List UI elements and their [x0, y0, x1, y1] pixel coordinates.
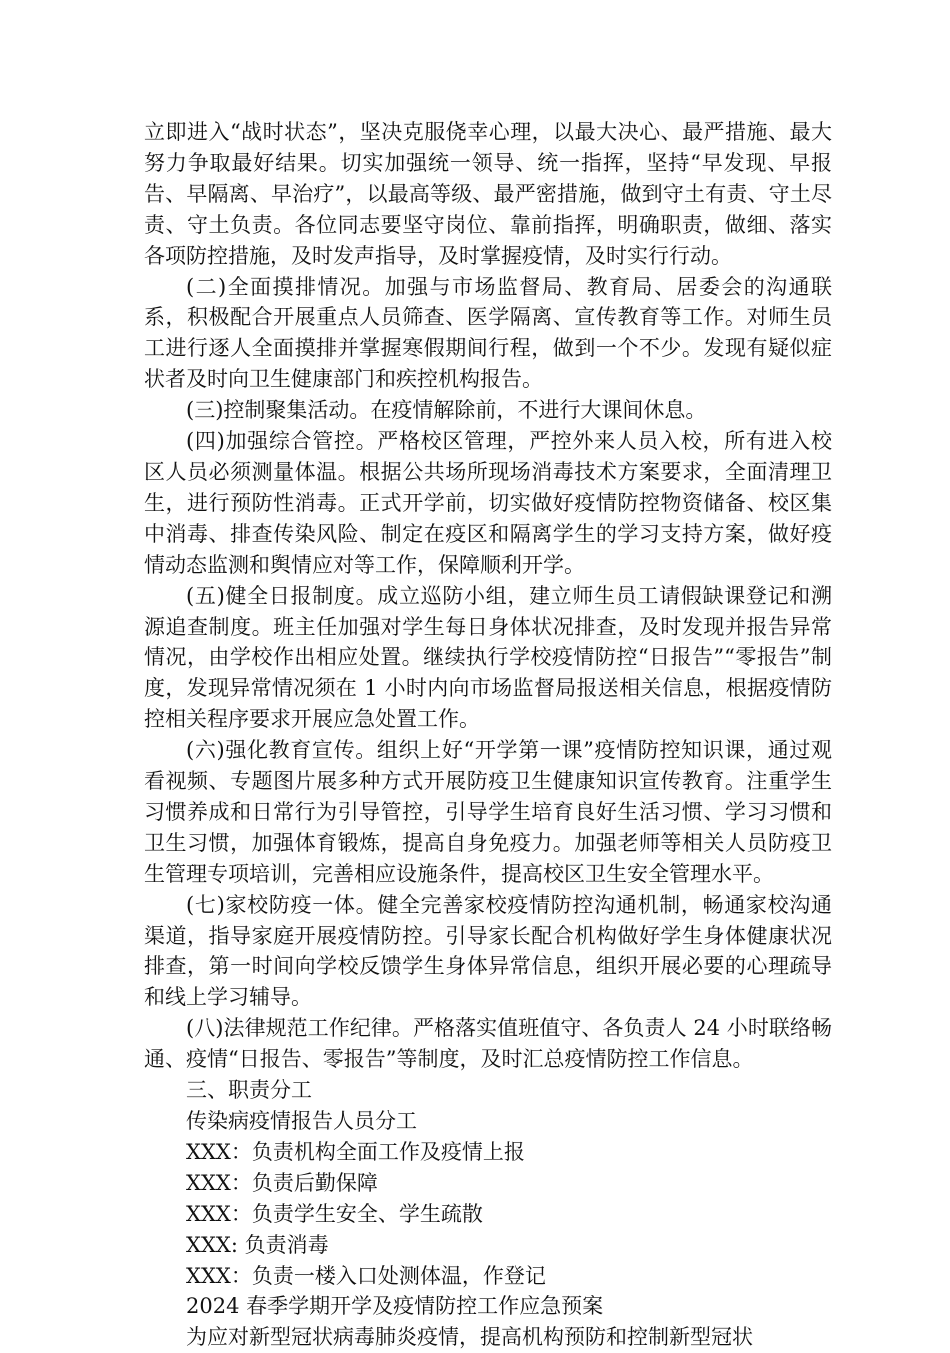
duty-item: XXX: 负责消毒 — [186, 1232, 329, 1257]
paragraph-item-3: (三)控制聚集活动。在疫情解除前，不进行大课间休息。 — [186, 398, 707, 423]
paragraph-item-2: (二)全面摸排情况。加强与市场监督局、教育局、居委会的沟通联系，积极配合开展重点人员筛查、医学隔离、宣传教育等工作。对师生员工进行逐人全面摸排并掌握寒假期间行程，做到一个不少。发现有疑似症状者及时向卫生健康部门和疾控机构报告。 — [144, 274, 832, 392]
section-heading: 三、职责分工 — [186, 1078, 312, 1103]
document-page — [144, 117, 832, 1353]
paragraph-continuation: 立即进入“战时状态”，坚决克服侥幸心理，以最大决心、最严措施、最大努力争取最好结果。切实加强统一领导、统一指挥，坚持“早发现、早报告、早隔离、早治疗”，以最高等级、最严密措施，做到守土有责、守土尽责、守土负责。各位同志要坚守岗位、靠前指挥，明确职责，做细、落实各项防控措施，及时发声指导，及时掌握疫情，及时实行行动。 — [144, 120, 832, 268]
paragraph-item-7: (七)家校防疫一体。健全完善家校疫情防控沟通机制，畅通家校沟通渠道，指导家庭开展疫情防控。引导家长配合机构做好学生身体健康状况排查，第一时间向学校反馈学生身体异常信息，组织开展必要的心理疏导和线上学习辅导。 — [144, 892, 832, 1010]
paragraph-item-8: (八)法律规范工作纪律。严格落实值班值守、各负责人 24 小时联络畅通、疫情“日报告、零报告”等制度，及时汇总疫情防控工作信息。 — [144, 1016, 832, 1072]
duty-item: XXX：负责后勤保障 — [186, 1170, 378, 1195]
duty-item: XXX：负责学生安全、学生疏散 — [186, 1201, 483, 1226]
paragraph-item-5: (五)健全日报制度。成立巡防小组，建立师生员工请假缺课登记和溯源追查制度。班主任加强对学生每日身体状况排查，及时发现并报告异常情况，由学校作出相应处置。继续执行学校疫情防控“日报告”“零报告”制度，发现异常情况须在 1 小时内向市场监督局报送相关信息，根据疫情防控相关程序要求开展应急处置工作。 — [144, 583, 832, 732]
paragraph-item-4: (四)加强综合管控。严格校区管理，严控外来人员入校，所有进入校区人员必须测量体温。根据公共场所现场消毒技术方案要求，全面清理卫生，进行预防性消毒。正式开学前，切实做好疫情防控物资储备、校区集中消毒、排查传染风险、制定在疫区和隔离学生的学习支持方案，做好疫情动态监测和舆情应对等工作，保障顺利开学。 — [144, 429, 832, 577]
closing-paragraph-start: 为应对新型冠状病毒肺炎疫情，提高机构预防和控制新型冠状 — [186, 1325, 753, 1350]
duty-item: XXX：负责机构全面工作及疫情上报 — [186, 1139, 525, 1164]
duty-item: XXX：负责一楼入口处测体温，作登记 — [186, 1263, 546, 1288]
paragraph-item-6: (六)强化教育宣传。组织上好“开学第一课”疫情防控知识课，通过观看视频、专题图片展多种方式开展防疫卫生健康知识宣传教育。注重学生习惯养成和日常行为引导管控，引导学生培育良好生活习惯、学习习惯和卫生习惯，加强体育锻炼，提高自身免疫力。加强老师等相关人员防疫卫生管理专项培训，完善相应设施条件，提高校区卫生安全管理水平。 — [144, 738, 832, 886]
document-title: 2024 春季学期开学及疫情防控工作应急预案 — [186, 1294, 604, 1319]
subsection-heading: 传染病疫情报告人员分工 — [186, 1109, 417, 1133]
